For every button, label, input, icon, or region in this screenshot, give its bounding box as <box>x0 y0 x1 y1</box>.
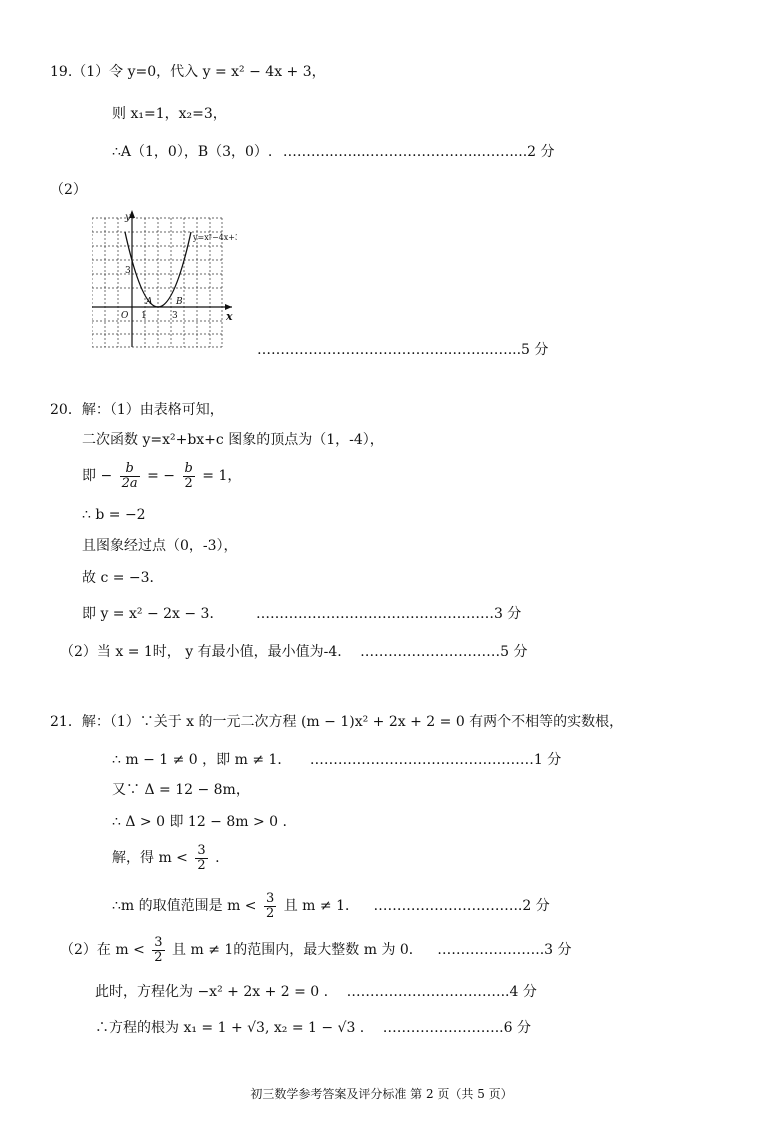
q20-line6: 故 c = −3． <box>82 570 164 586</box>
graph-point-b: B <box>176 297 183 307</box>
graph-origin: O <box>121 311 129 321</box>
q21-line9-text: ∴方程的根为 x₁ = 1 + √3, x₂ = 1 − √3 . <box>95 1020 365 1036</box>
q21-line5 <box>112 838 220 878</box>
q21-line4: ∴ Δ > 0 即 12 − 8m > 0 . <box>112 814 287 830</box>
q21-line7-score: …………………..3 分 <box>437 942 572 958</box>
parabola-graph <box>92 210 237 350</box>
q21-line5-suffix: . <box>215 850 220 866</box>
q21-line1: 21．解：（1）∵关于 x 的一元二次方程 (m − 1)x² + 2x + 2 = 0 有两个不相等的实数根， <box>50 714 624 730</box>
q20-line8-text: （2）当 x = 1时， y 有最小值，最小值为-4. <box>60 644 342 660</box>
q19-line3 <box>112 142 555 162</box>
fraction-3-over-2 <box>152 936 164 965</box>
q21-line2-score: …………………………………………1 分 <box>309 752 562 768</box>
q21-line6-score: …………………………..2 分 <box>373 898 550 914</box>
q21-line7-suffix: 且 m ≠ 1的范围内，最大整数 m 为 0． <box>172 942 423 958</box>
frac-den: 2 <box>266 905 275 921</box>
graph-tick-3-x: 3 <box>172 311 178 321</box>
q20-line3 <box>82 458 241 494</box>
fraction-3-over-2 <box>195 844 207 873</box>
frac-num: b <box>184 460 193 476</box>
graph-axis-y: y <box>125 212 131 223</box>
q21-line2 <box>112 750 561 770</box>
q20-line8-score: …………………………5 分 <box>360 644 528 660</box>
q20-line8 <box>60 642 528 662</box>
graph-tick-1: 1 <box>141 311 147 321</box>
q21-line3: 又∵ Δ = 12 − 8m， <box>112 782 250 798</box>
q21-line6-prefix: ∴m 的取值范围是 m < <box>112 898 257 914</box>
graph-point-a: A <box>146 297 153 307</box>
frac-num: 3 <box>266 890 275 906</box>
frac-num: b <box>120 462 140 477</box>
q19-part2-label: （2） <box>50 182 87 198</box>
q21-line2-text: ∴ m − 1 ≠ 0 ，即 m ≠ 1． <box>112 752 292 768</box>
q21-line7-prefix: （2）在 m < <box>60 942 145 958</box>
graph-axis-x: x <box>226 310 233 323</box>
graph-curve-label: y=x²−4x+3 <box>193 233 237 242</box>
q21-line5-prefix: 解，得 m < <box>112 850 188 866</box>
q21-line9-score: ……………………..6 分 <box>382 1020 531 1036</box>
q19-line1: 19.（1）令 y=0，代入 y = x² − 4x + 3， <box>50 64 326 80</box>
fraction-b-over-2 <box>183 462 195 491</box>
q20-line5: 且图象经过点（0，-3）， <box>82 538 238 554</box>
frac-den: 2 <box>154 949 163 965</box>
frac-den: 2a <box>121 475 138 491</box>
q21-line8 <box>95 982 537 1002</box>
q21-line8-score: ……………………………..4 分 <box>346 984 537 1000</box>
frac-den: 2 <box>184 475 193 491</box>
q20-line3-mid: = − <box>147 468 176 484</box>
fraction-3-over-2 <box>264 892 276 921</box>
q19-part2-score: …………………………………...……...…...5 分 <box>257 342 549 358</box>
graph-tick-3-y: 3 <box>125 266 131 276</box>
q21-line8-text: 此时，方程化为 −x² + 2x + 2 = 0 . <box>95 984 329 1000</box>
q20-line1: 20．解：（1）由表格可知， <box>50 402 224 418</box>
q20-line2: 二次函数 y=x²+bx+c 图象的顶点为（1，-4）， <box>82 432 384 448</box>
frac-num: 3 <box>197 842 206 858</box>
q20-line4: ∴ b = −2 <box>82 507 146 523</box>
fraction-b-over-2a <box>120 462 140 491</box>
q19-line3-score: ………...…....…………………...……....2 分 <box>282 144 555 160</box>
q20-line7-text: 即 y = x² − 2x − 3． <box>82 606 224 622</box>
q20-line7 <box>82 604 521 624</box>
page-footer: 初三数学参考答案及评分标准 第 2 页（共 5 页） <box>250 1087 513 1101</box>
q21-line6 <box>112 886 550 926</box>
q19-line2: 则 x₁=1，x₂=3， <box>112 106 227 122</box>
q20-line3-suffix: = 1， <box>202 468 242 484</box>
frac-num: 3 <box>154 934 163 950</box>
q20-line7-score: ……………………………………………3 分 <box>255 606 522 622</box>
q19-line3-text: ∴A（1，0），B（3，0）. <box>112 144 273 160</box>
q20-line3-prefix: 即 − <box>82 468 113 484</box>
q21-line7 <box>60 930 572 970</box>
q21-line6-suffix: 且 m ≠ 1． <box>283 898 359 914</box>
q21-line9 <box>95 1018 531 1038</box>
frac-den: 2 <box>197 857 206 873</box>
